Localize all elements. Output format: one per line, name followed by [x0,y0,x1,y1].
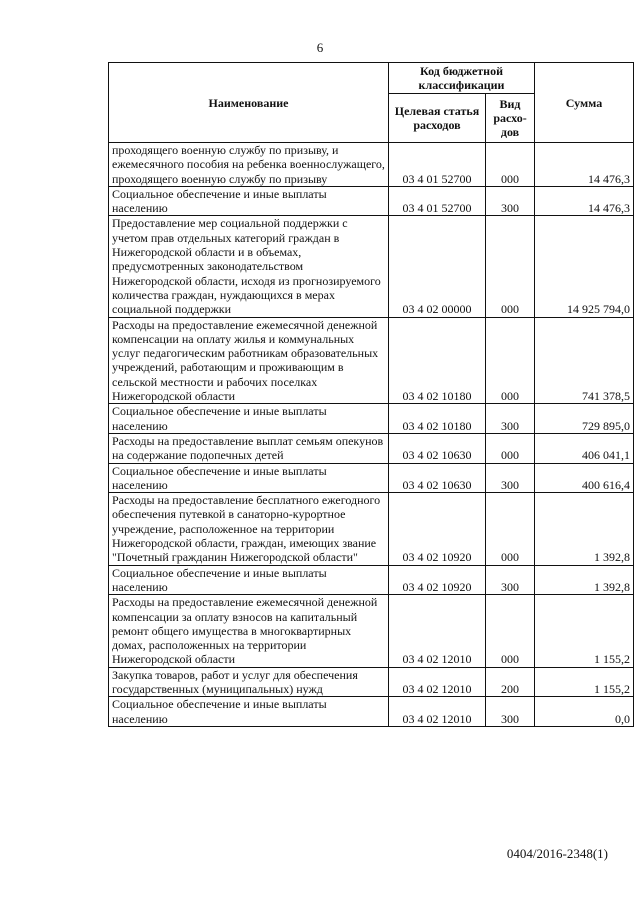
row-target-code: 03 4 02 12010 [389,667,486,697]
budget-table [108,62,634,727]
row-expense-type: 000 [486,493,535,565]
table-body [109,143,634,727]
row-amount: 1 155,2 [535,667,634,697]
row-name: Расходы на предоставление ежемесячной денежной компенсации за оплату взносов на капитальный ремонт общего имущества в многоквартирных домах, расположенных на территории Нижегородской области [109,595,389,667]
row-target-code: 03 4 02 10180 [389,317,486,404]
header-expense-type: Вид расхо-дов [486,94,535,143]
table-row [109,216,634,317]
table-row [109,565,634,595]
row-target-code: 03 4 02 10630 [389,463,486,493]
row-amount: 14 925 794,0 [535,216,634,317]
row-amount: 729 895,0 [535,404,634,434]
table-row [109,404,634,434]
row-expense-type: 000 [486,433,535,463]
table-row [109,697,634,727]
row-amount: 1 392,8 [535,493,634,565]
row-target-code: 03 4 02 10920 [389,493,486,565]
row-expense-type: 000 [486,143,535,187]
row-name: проходящего военную службу по призыву, и ежемесячного пособия на ребенка военнослужащего, проходящего военную службу по призыву [109,143,389,187]
row-amount: 400 616,4 [535,463,634,493]
row-amount: 741 378,5 [535,317,634,404]
row-name: Социальное обеспечение и иные выплаты населению [109,463,389,493]
row-name: Расходы на предоставление ежемесячной денежной компенсации на оплату жилья и коммунальных услуг педагогическим работникам образовательных учреждений, работающим и проживающим в сельской местности и рабочих поселках Нижегородской области [109,317,389,404]
row-amount: 14 476,3 [535,143,634,187]
row-expense-type: 000 [486,317,535,404]
header-name: Наименование [109,63,389,143]
table-header [109,63,634,143]
row-target-code: 03 4 02 10920 [389,565,486,595]
row-name: Социальное обеспечение и иные выплаты населению [109,186,389,216]
row-target-code: 03 4 02 00000 [389,216,486,317]
row-name: Предоставление мер социальной поддержки с учетом прав отдельных категорий граждан в Нижегородской области и в объемах, предусмотренных законодательством Нижегородской области, исходя из прогнозируемого количества граждан, нуждающихся в мерах социальной поддержки [109,216,389,317]
row-target-code: 03 4 02 12010 [389,595,486,667]
row-expense-type: 300 [486,186,535,216]
row-amount: 14 476,3 [535,186,634,216]
document-code: 0404/2016-2348(1) [506,846,608,861]
row-expense-type: 300 [486,404,535,434]
table-row [109,143,634,187]
row-expense-type: 300 [486,565,535,595]
row-amount: 406 041,1 [535,433,634,463]
row-expense-type: 200 [486,667,535,697]
row-target-code: 03 4 01 52700 [389,186,486,216]
row-amount: 0,0 [535,697,634,727]
row-name: Социальное обеспечение и иные выплаты населению [109,565,389,595]
row-expense-type: 300 [486,463,535,493]
header-budget-code: Код бюджетной классификации [389,63,535,94]
table-row [109,493,634,565]
table-row [109,317,634,404]
row-amount: 1 155,2 [535,595,634,667]
row-name: Расходы на предоставление выплат семьям опекунов на содержание подопечных детей [109,433,389,463]
row-target-code: 03 4 02 12010 [389,697,486,727]
row-target-code: 03 4 02 10180 [389,404,486,434]
table-row [109,463,634,493]
row-amount: 1 392,8 [535,565,634,595]
table-row [109,186,634,216]
page-number: 6 [316,40,324,55]
row-name: Социальное обеспечение и иные выплаты населению [109,404,389,434]
table-row [109,667,634,697]
row-name: Закупка товаров, работ и услуг для обеспечения государственных (муниципальных) нужд [109,667,389,697]
row-target-code: 03 4 01 52700 [389,143,486,187]
row-expense-type: 300 [486,697,535,727]
row-expense-type: 000 [486,216,535,317]
table-row [109,595,634,667]
header-target-item: Целевая статья расходов [389,94,486,143]
row-target-code: 03 4 02 10630 [389,433,486,463]
row-name: Социальное обеспечение и иные выплаты населению [109,697,389,727]
header-amount: Сумма [535,63,634,143]
row-name: Расходы на предоставление бесплатного ежегодного обеспечения путевкой в санаторно-курортное учреждение, расположенное на территории Нижегородской области, граждан, имеющих звание "Почетный гражданин Нижегородской области" [109,493,389,565]
row-expense-type: 000 [486,595,535,667]
table-row [109,433,634,463]
